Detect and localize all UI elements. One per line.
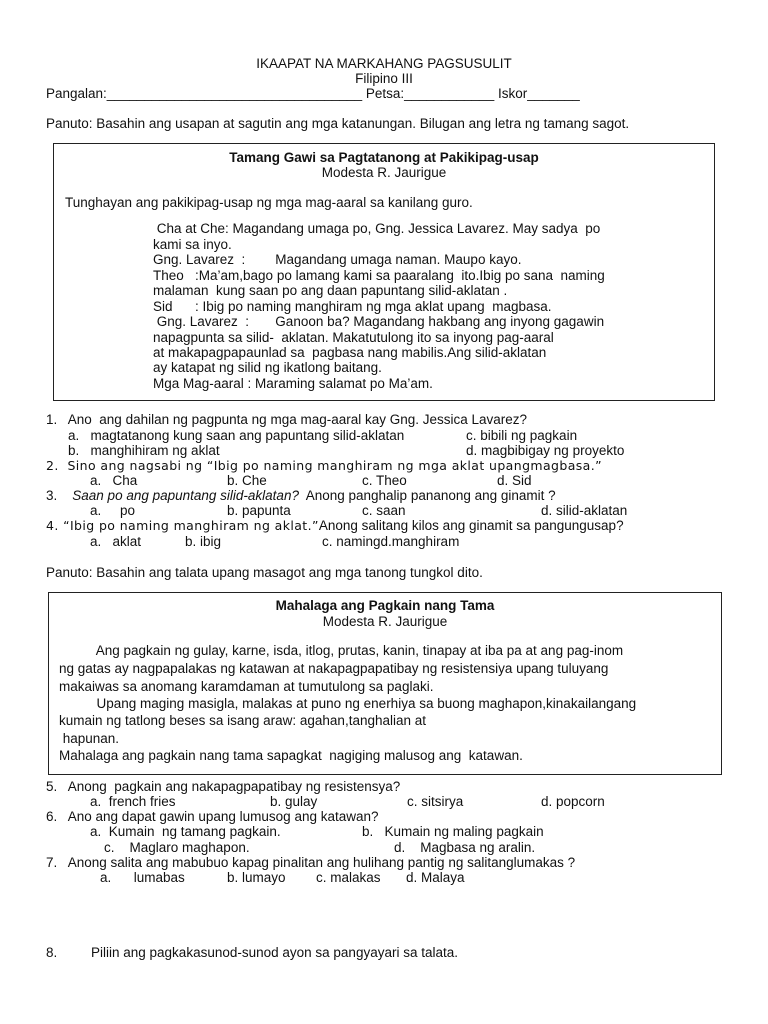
dialogue-line: napagpunta sa silid- aklatan. Makatutulong ito sa inyong pag-aaral (153, 330, 554, 345)
q6-choice-d: d. Magbasa ng aralin. (394, 840, 536, 855)
dialogue-title: Tamang Gawi sa Pagtatanong at Pakikipag-usap (229, 150, 539, 165)
q6-choice-c: c. Maglaro maghapon. (104, 840, 250, 855)
dialogue-line: Mga Mag-aaral : Maraming salamat po Ma’am. (153, 376, 433, 391)
passage-line: hapunan. (59, 731, 120, 746)
passage-line: Mahalaga ang pagkain nang tama sapagkat nagiging malusog ang katawan. (59, 748, 523, 763)
dialogue-author: Modesta R. Jaurigue (321, 165, 447, 180)
q7-choice-b: b. lumayo (227, 870, 286, 885)
dialogue-line: kami sa inyo. (153, 237, 232, 252)
q5-choice-a: a. french fries (90, 794, 176, 809)
q2-choice-d: d. Sid (497, 473, 532, 488)
name-date-score-line: Pangalan:__________________________________ Petsa:____________ Iskor_______ (46, 86, 580, 101)
question-6: 6. Ano ang dapat gawin upang lumusog ang katawan? (46, 809, 379, 824)
question-2: 2. Sino ang nagsabi ng “Ibig po naming manghiram ng mga aklat upangmagbasa.” (46, 458, 602, 473)
q3-quoted-sentence: Saan po ang papuntang silid-aklatan? (72, 488, 299, 503)
passage-line: kumain ng tatlong beses sa isang araw: agahan,tanghalian at (59, 713, 427, 728)
question-1: 1. Ano ang dahilan ng pagpunta ng mga mag-aaral kay Gng. Jessica Lavarez? (46, 412, 528, 427)
question-4 (46, 518, 624, 534)
subject-label: Filipino III (355, 71, 413, 86)
q4-question-text: Anong salitang kilos ang ginamit sa pangungusap? (318, 518, 624, 533)
dialogue-line: Sid : Ibig po naming manghiram ng mga aklat upang magbasa. (153, 299, 552, 314)
q6-choice-b: b. Kumain ng maling pagkain (362, 824, 544, 839)
q5-choice-b: b. gulay (270, 794, 318, 809)
question-5: 5. Anong pagkain ang nakapagpapatibay ng resistensya? (46, 779, 401, 794)
passage-line: makaiwas sa anomang karamdaman at tumutulong sa paglaki. (59, 679, 434, 694)
dialogue-line: Theo :Ma’am,bago po lamang kami sa paaralang ito.Ibig po sana naming (153, 268, 605, 283)
q8-number: 8. (46, 945, 58, 960)
q1-choice-b: b. manghihiram ng aklat (68, 443, 220, 458)
q3-question-text: Anong panghalip pananong ang ginamit ? (298, 488, 556, 503)
q2-choice-c: c. Theo (362, 473, 407, 488)
dialogue-box (53, 143, 715, 401)
q2-choice-a: a. Cha (90, 473, 138, 488)
dialogue-line: Gng. Lavarez : Magandang umaga naman. Maupo kayo. (153, 252, 522, 267)
q7-choice-c: c. malakas (316, 870, 381, 885)
q5-choice-c: c. sitsirya (407, 794, 464, 809)
q4-quoted-sentence: 4. “Ibig po naming manghiram ng aklat.” (46, 518, 319, 533)
page-title: IKAAPAT NA MARKAHANG PAGSUSULIT (256, 56, 512, 71)
passage-line: ng gatas ay nagpapalakas ng katawan at nakapagpapatibay ng resistensiya upang tuluyang (59, 661, 609, 676)
dialogue-intro: Tunghayan ang pakikipag-usap ng mga mag-aaral sa kanilang guro. (65, 195, 473, 210)
question-3 (46, 488, 556, 504)
dialogue-line: at makapagpapaunlad sa pagbasa nang mabilis.Ang silid-aklatan (153, 345, 547, 360)
instructions-1: Panuto: Basahin ang usapan at sagutin ang mga katanungan. Bilugan ang letra ng tamang sagot. (46, 116, 630, 131)
q1-choice-c: c. bibili ng pagkain (466, 428, 578, 443)
dialogue-line: Gng. Lavarez : Ganoon ba? Magandang hakbang ang inyong gagawin (153, 314, 605, 329)
instructions-2: Panuto: Basahin ang talata upang masagot ang mga tanong tungkol dito. (46, 565, 483, 580)
passage-line: Upang maging masigla, malakas at puno ng enerhiya sa buong maghapon,kinakailangang (59, 696, 637, 711)
q3-number: 3. (46, 488, 58, 503)
dialogue-line: malaman kung saan po ang daan papuntang silid-aklatan . (153, 283, 508, 298)
dialogue-line: Cha at Che: Magandang umaga po, Gng. Jessica Lavarez. May sadya po (153, 221, 601, 236)
q1-choice-a: a. magtatanong kung saan ang papuntang silid-aklatan (68, 428, 405, 443)
q7-choice-d: d. Malaya (406, 870, 465, 885)
q3-choice-d: d. silid-aklatan (541, 503, 628, 518)
q2-choice-b: b. Che (227, 473, 267, 488)
q4-choice-b: b. ibig (185, 534, 222, 549)
q3-choice-c: c. saan (362, 503, 406, 518)
q4-choice-a: a. aklat (90, 534, 142, 549)
question-8: Piliin ang pagkakasunod-sunod ayon sa pangyayari sa talata. (91, 945, 458, 960)
q3-choice-b: b. papunta (227, 503, 291, 518)
passage-author: Modesta R. Jaurigue (322, 614, 448, 629)
passage-line: Ang pagkain ng gulay, karne, isda, itlog, prutas, kanin, tinapay at iba pa at ang pag-inom (59, 643, 624, 658)
q5-choice-d: d. popcorn (541, 794, 605, 809)
question-7: 7. Anong salita ang mabubuo kapag pinalitan ang hulihang pantig ng salitanglumakas ? (46, 855, 576, 870)
passage-title: Mahalaga ang Pagkain nang Tama (275, 598, 495, 613)
q7-choice-a: a. lumabas (100, 870, 185, 885)
q3-choice-a: a. po (90, 503, 136, 518)
q4-choice-c: c. namingd.manghiram (322, 534, 460, 549)
q1-choice-d: d. magbibigay ng proyekto (466, 443, 625, 458)
reading-passage-box (48, 592, 722, 775)
dialogue-line: ay katapat ng silid ng ikatlong baitang. (153, 360, 382, 375)
q6-choice-a: a. Kumain ng tamang pagkain. (90, 824, 281, 839)
